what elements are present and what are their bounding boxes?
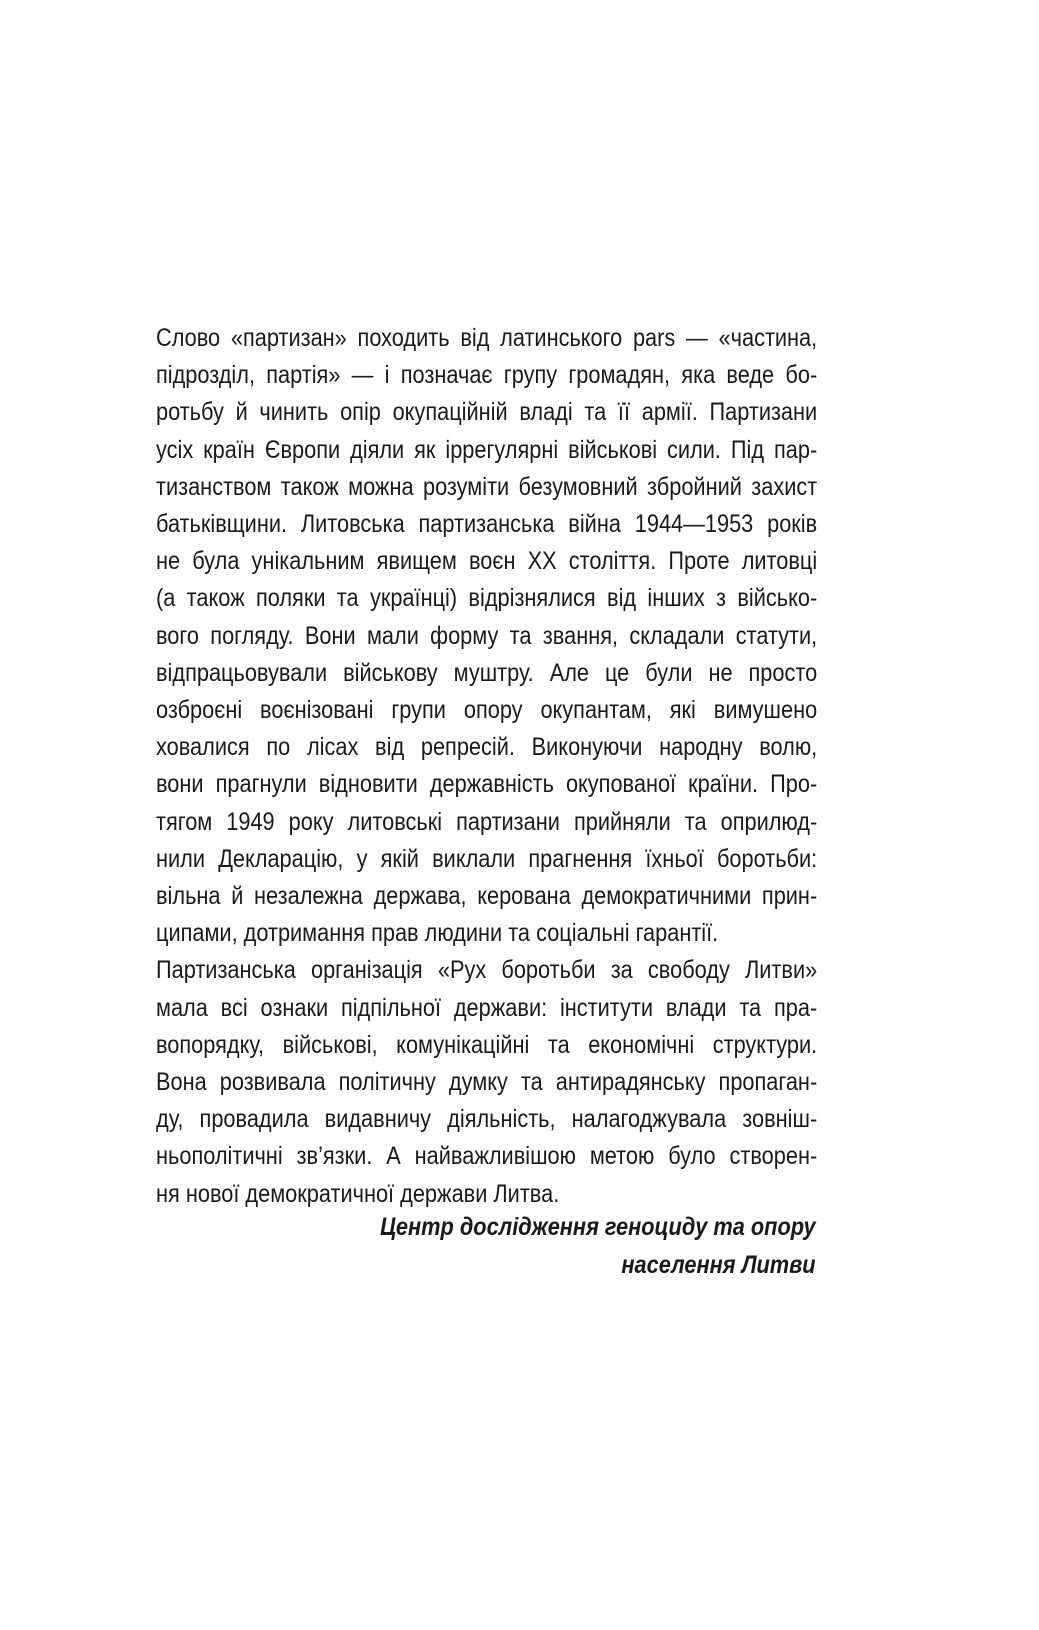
body-line: відпрацьовували військову муштру. Але це були не просто — [156, 658, 818, 687]
attribution-line-1: Центр дослідження геноциду та опору — [380, 1213, 816, 1241]
body-line: Вона розвивала політичну думку та антирадянську пропаган- — [156, 1068, 818, 1097]
body-line: ньополітичні зв’язки. А найважливішою метою було створен- — [156, 1142, 818, 1171]
body-line: вони прагнули відновити державність окупованої країни. Про- — [156, 770, 818, 799]
body-line: озброєні воєнізовані групи опору окупантам, які вимушено — [156, 696, 818, 725]
body-line: ду, провадила видавничу діяльність, налагоджувала зовніш- — [156, 1105, 818, 1134]
body-text — [156, 320, 817, 1213]
body-line: Слово «партизан» походить від латинського pars — «частина, — [156, 324, 818, 352]
body-line: нили Декларацію, у якій виклали прагнення їхньої боротьби: — [156, 844, 818, 873]
body-line: тягом 1949 року литовські партизани прийняли та оприлюд- — [156, 807, 818, 836]
body-line: батьківщини. Литовська партизанська війна 1944—1953 років — [156, 510, 818, 539]
body-line: підрозділ, партія» — і позначає групу громадян, яка веде бо- — [156, 361, 818, 390]
body-line: мала всі ознаки підпільної держави: інститути влади та пра- — [156, 993, 818, 1022]
body-line: ня нової демократичної держави Литва. — [156, 1179, 560, 1208]
body-line: (а також поляки та українці) відрізнялися від інших з військо- — [156, 584, 818, 613]
body-line: тизанством також можна розуміти безумовний збройний захист — [156, 472, 818, 501]
body-line: ципами, дотримання прав людини та соціальні гарантії. — [156, 919, 719, 948]
body-line: ротьбу й чинить опір окупаційній владі та її армії. Партизани — [156, 398, 818, 427]
body-line: Партизанська організація «Рух боротьби за свободу Литви» — [156, 956, 818, 985]
body-line: вого погляду. Вони мали форму та звання, складали статути, — [156, 621, 818, 650]
attribution — [380, 1208, 816, 1284]
body-line: не була унікальним явищем воєн XX століття. Проте литовці — [156, 547, 818, 576]
body-line: усіх країн Європи діяли як іррегулярні військові сили. Під пар- — [156, 435, 818, 464]
attribution-line-2: населення Литви — [621, 1251, 816, 1279]
body-line: вопорядку, військові, комунікаційні та економічні структури. — [156, 1030, 818, 1059]
body-line: вільна й незалежна держава, керована демократичними прин- — [156, 882, 818, 911]
body-line: ховалися по лісах від репресій. Виконуючи народну волю, — [156, 733, 818, 762]
